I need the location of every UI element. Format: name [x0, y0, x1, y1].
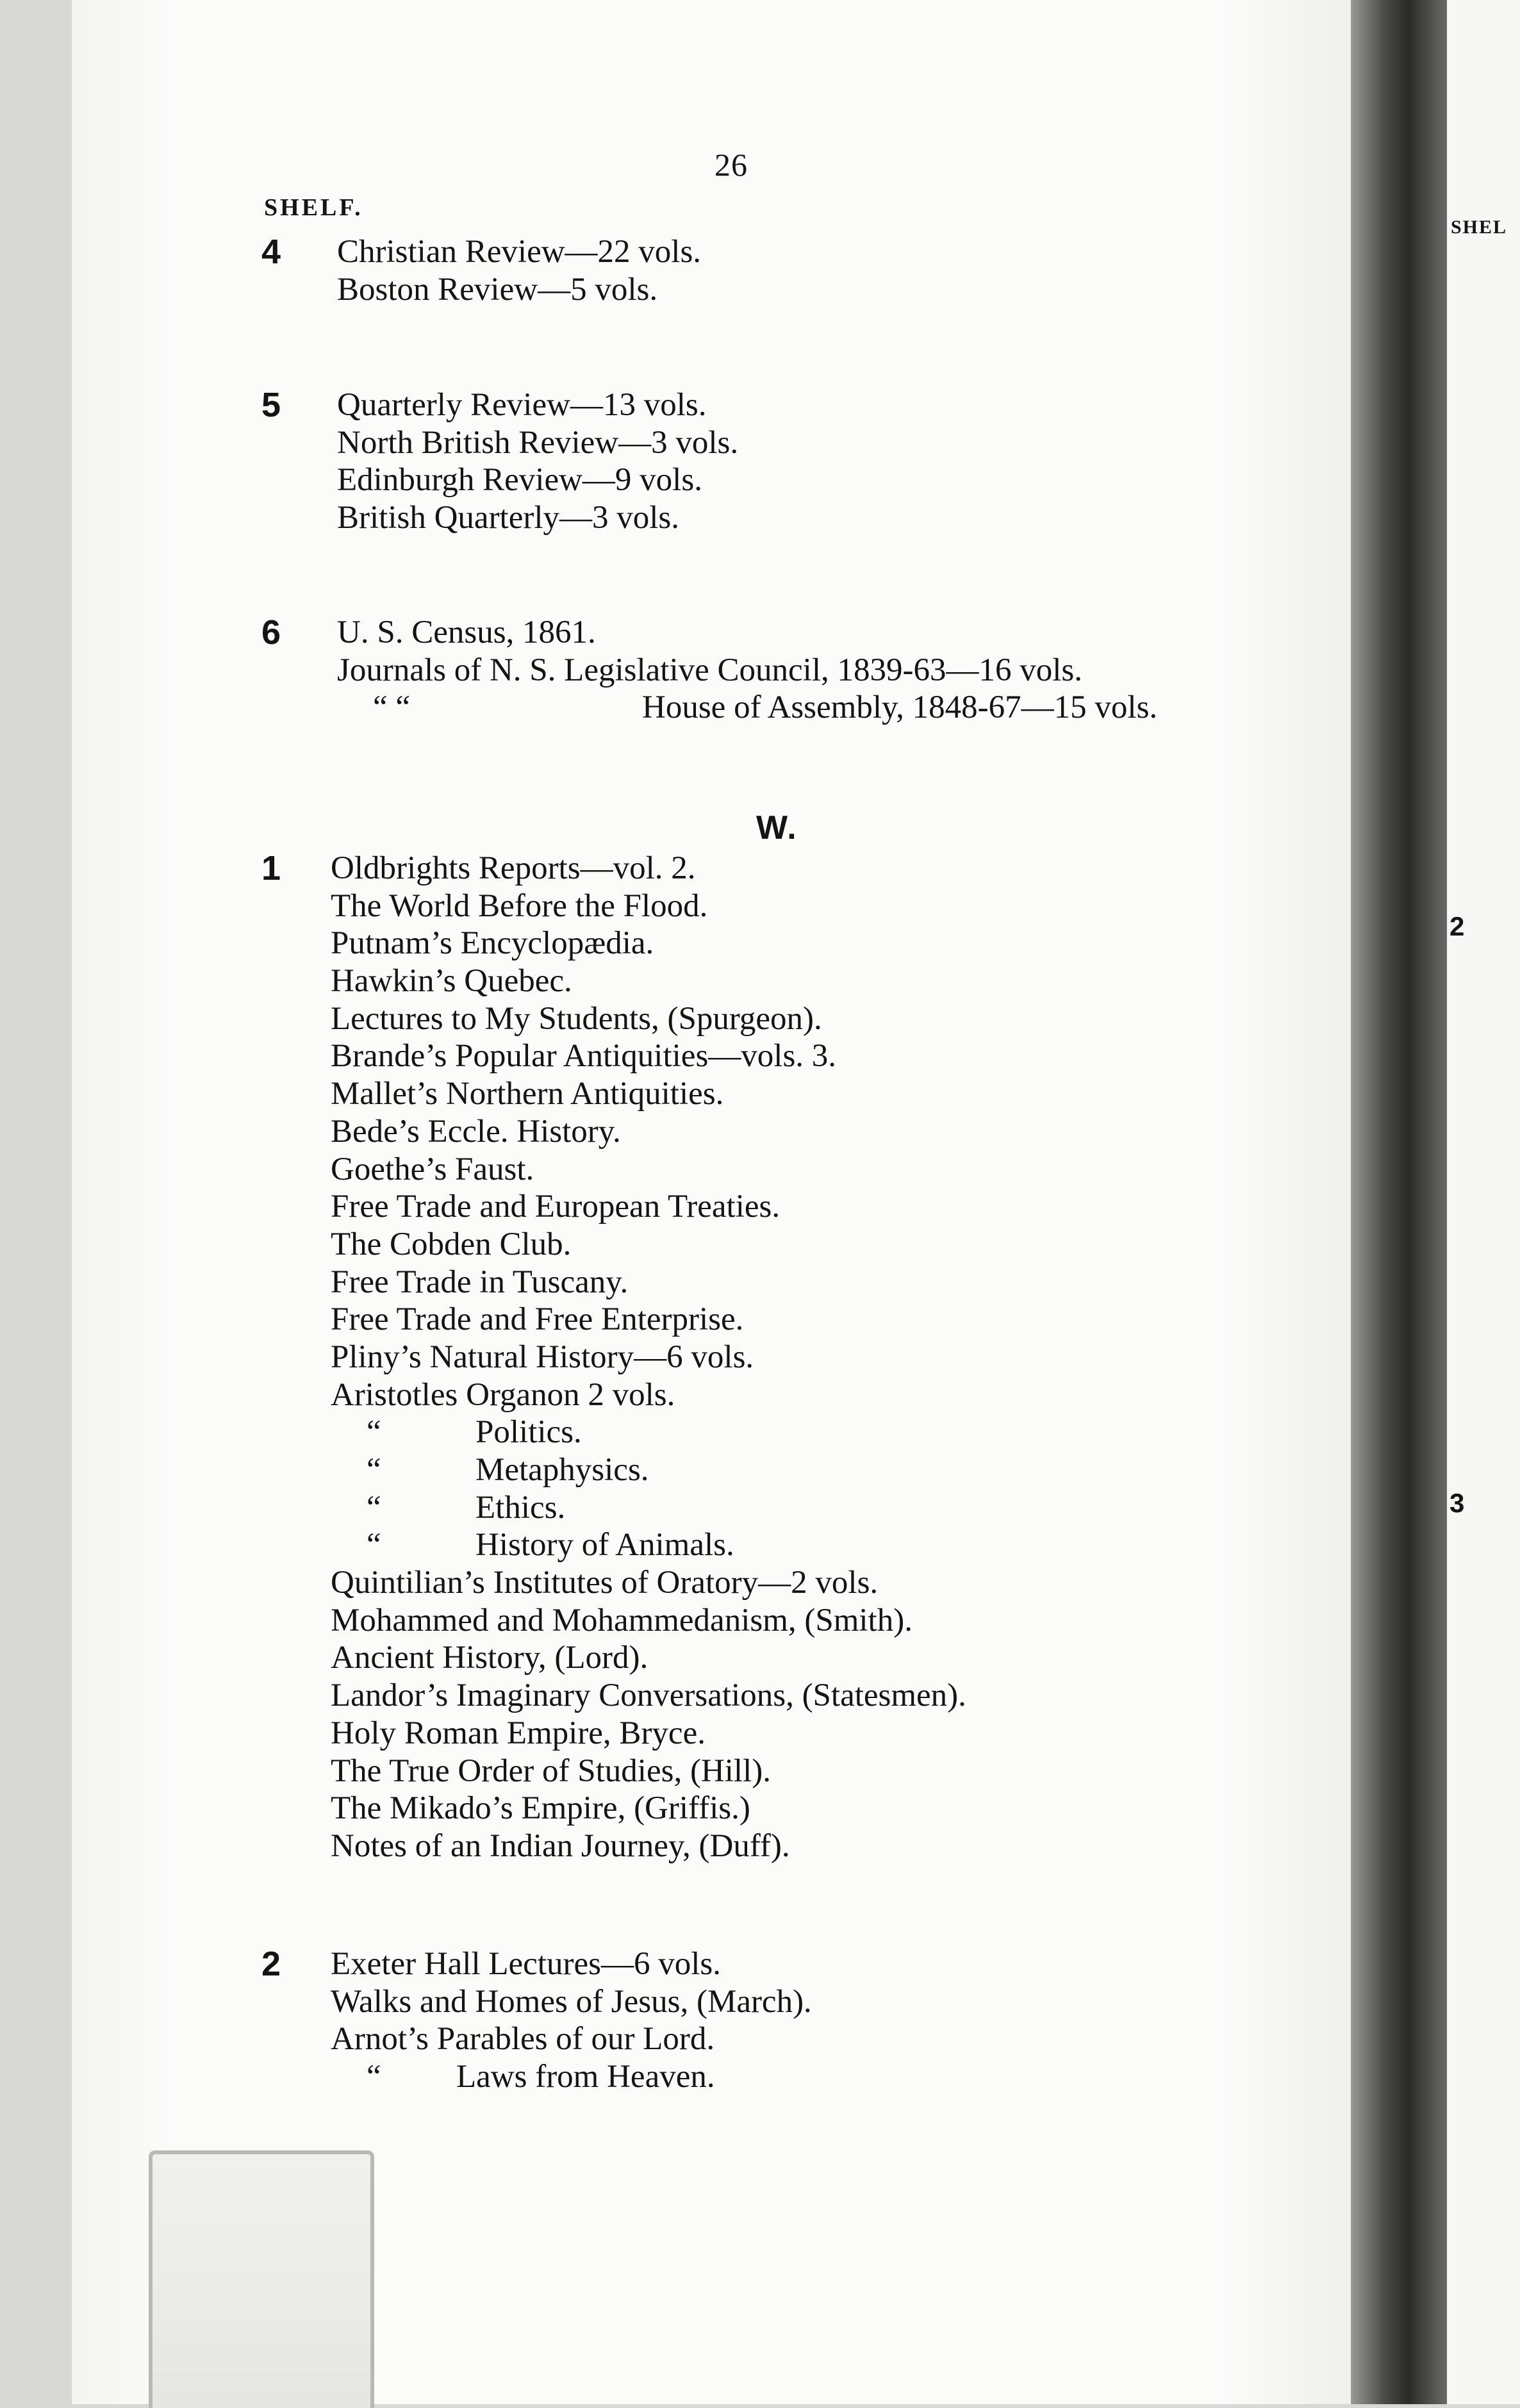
list-item: Landor’s Imaginary Conversations, (Statesmen). [331, 1678, 966, 1714]
list-item: Hawkin’s Quebec. [331, 963, 572, 1000]
list-item: Oldbrights Reports—vol. 2. [331, 850, 696, 886]
list-item-text: History of Animals. [475, 1527, 734, 1563]
adjacent-shelf-number: 3 [1450, 1488, 1465, 1518]
entry-list [331, 850, 966, 1865]
list-item: Christian Review—22 vols. [337, 234, 702, 270]
list-item: Journals of N. S. Legislative Council, 1839-63—16 vols. [337, 652, 1082, 688]
ditto-marks: “ [367, 2059, 381, 2095]
list-item: Lectures to My Students, (Spurgeon). [331, 1000, 822, 1037]
list-item: The True Order of Studies, (Hill). [331, 1752, 772, 1789]
ditto-marks: “ [367, 1452, 381, 1488]
page-number [0, 146, 1520, 183]
shelf-number: 1 [261, 849, 281, 887]
ditto-marks: “ [367, 1414, 381, 1451]
list-item: Holy Roman Empire, Bryce. [331, 1715, 706, 1751]
list-item: Arnot’s Parables of our Lord. [331, 2021, 715, 2058]
list-item: Putnam’s Encyclopædia. [331, 925, 654, 962]
ditto-list-item [337, 689, 1157, 727]
shelf-column-header: SHELF. [264, 194, 363, 221]
shelf-number: 6 [261, 613, 281, 652]
list-item-text: Politics. [475, 1414, 582, 1451]
ditto-marks: “ [367, 1489, 381, 1526]
list-item: Free Trade and European Treaties. [331, 1189, 781, 1225]
ditto-list-item [331, 1451, 966, 1489]
ditto-list-item [331, 1489, 966, 1527]
list-item: U. S. Census, 1861. [337, 614, 596, 650]
list-item: Bede’s Eccle. History. [331, 1113, 621, 1150]
list-item: Walks and Homes of Jesus, (March). [331, 1983, 812, 2020]
ditto-marks: “ [367, 1527, 381, 1563]
list-item: Notes of an Indian Journey, (Duff). [331, 1827, 790, 1864]
ditto-list-item [331, 1526, 966, 1564]
page-tab-stub [149, 2150, 374, 2408]
ditto-list-item [331, 2058, 812, 2096]
adjacent-page [1447, 0, 1520, 2404]
list-item: The Mikado’s Empire, (Griffis.) [331, 1790, 750, 1827]
list-item: Quarterly Review—13 vols. [337, 387, 707, 423]
list-item: Aristotles Organon 2 vols. [331, 1376, 675, 1413]
list-item-text: Ethics. [475, 1489, 566, 1526]
adjacent-shelf-number: 2 [1450, 911, 1465, 941]
list-item: Free Trade and Free Enterprise. [331, 1301, 744, 1338]
list-item: The World Before the Flood. [331, 887, 708, 924]
entry-list [337, 233, 701, 308]
list-item: Brande’s Popular Antiquities—vols. 3. [331, 1038, 837, 1075]
list-item: Pliny’s Natural History—6 vols. [331, 1339, 754, 1375]
entry-list [337, 614, 1157, 727]
ditto-list-item [331, 1414, 966, 1451]
list-item: Mallet’s Northern Antiquities. [331, 1076, 724, 1112]
page-number-text: 26 [715, 147, 748, 183]
list-item: Boston Review—5 vols. [337, 271, 658, 308]
shelf-number: 2 [261, 1945, 281, 1983]
list-item-text: Metaphysics. [475, 1452, 649, 1488]
list-item: British Quarterly—3 vols. [337, 500, 680, 536]
list-item: The Cobden Club. [331, 1226, 572, 1262]
list-item: Goethe’s Faust. [331, 1151, 534, 1187]
list-item: Mohammed and Mohammedanism, (Smith). [331, 1602, 913, 1638]
entry-list [337, 386, 738, 537]
list-item: Ancient History, (Lord). [331, 1640, 648, 1676]
book-gutter [1351, 0, 1447, 2404]
ditto-marks: “ “ [373, 689, 411, 726]
list-item: Edinburgh Review—9 vols. [337, 462, 702, 499]
list-item: North British Review—3 vols. [337, 424, 739, 461]
list-item-text: Laws from Heaven. [456, 2059, 715, 2095]
shelf-number: 4 [261, 233, 281, 271]
letter-heading: W. [756, 809, 798, 846]
list-item-text: House of Assembly, 1848-67—15 vols. [642, 689, 1158, 726]
list-item: Quintilian’s Institutes of Oratory—2 vols. [331, 1565, 879, 1601]
entry-list [331, 1945, 812, 2096]
list-item: Free Trade in Tuscany. [331, 1264, 629, 1300]
shelf-number: 5 [261, 386, 281, 424]
list-item: Exeter Hall Lectures—6 vols. [331, 1946, 721, 1982]
adjacent-shelf-header: SHEL [1451, 217, 1508, 238]
